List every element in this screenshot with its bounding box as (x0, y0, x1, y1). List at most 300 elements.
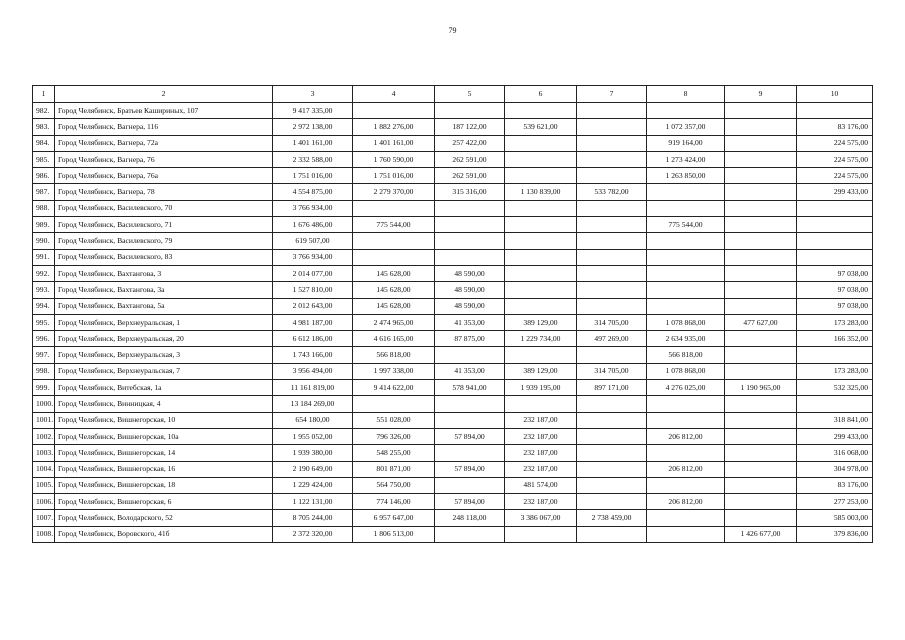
row-number: 1005. (33, 477, 55, 493)
cell-col-3: 1 122 131,00 (273, 494, 353, 510)
row-number: 1002. (33, 428, 55, 444)
cell-col-10 (797, 396, 873, 412)
table-row (33, 265, 873, 281)
cell-col-4: 9 414 622,00 (353, 380, 435, 396)
cell-col-10: 97 038,00 (797, 282, 873, 298)
cell-col-6: 389 129,00 (505, 363, 577, 379)
row-address: Город Челябинск, Верхнеуральская, 1 (55, 314, 273, 330)
cell-col-8: 1 078 868,00 (647, 314, 725, 330)
cell-col-7 (577, 265, 647, 281)
cell-col-4: 4 616 165,00 (353, 331, 435, 347)
row-number: 993. (33, 282, 55, 298)
column-header: 4 (353, 86, 435, 103)
column-header: 3 (273, 86, 353, 103)
row-address: Город Челябинск, Василевского, 79 (55, 233, 273, 249)
cell-col-8: 566 818,00 (647, 347, 725, 363)
cell-col-5: 48 590,00 (435, 265, 505, 281)
table-row (33, 510, 873, 526)
row-number: 992. (33, 265, 55, 281)
row-number: 1008. (33, 526, 55, 542)
cell-col-6 (505, 233, 577, 249)
cell-col-7: 533 782,00 (577, 184, 647, 200)
cell-col-3: 2 012 643,00 (273, 298, 353, 314)
cell-col-6 (505, 526, 577, 542)
cell-col-10: 299 433,00 (797, 184, 873, 200)
cell-col-10: 97 038,00 (797, 298, 873, 314)
cell-col-5: 262 591,00 (435, 151, 505, 167)
cell-col-7 (577, 347, 647, 363)
cell-col-5: 57 894,00 (435, 461, 505, 477)
cell-col-6 (505, 217, 577, 233)
cell-col-4: 1 806 513,00 (353, 526, 435, 542)
cell-col-3: 1 955 052,00 (273, 428, 353, 444)
cell-col-6: 232 187,00 (505, 494, 577, 510)
cell-col-9 (725, 477, 797, 493)
cell-col-8: 1 078 868,00 (647, 363, 725, 379)
cell-col-8: 206 812,00 (647, 428, 725, 444)
cell-col-4: 1 760 590,00 (353, 151, 435, 167)
cell-col-10: 299 433,00 (797, 428, 873, 444)
row-number: 990. (33, 233, 55, 249)
cell-col-3: 1 401 161,00 (273, 135, 353, 151)
cell-col-7 (577, 428, 647, 444)
cell-col-8: 775 544,00 (647, 217, 725, 233)
cell-col-3: 1 939 380,00 (273, 445, 353, 461)
row-address: Город Челябинск, Витебская, 1а (55, 380, 273, 396)
cell-col-6: 1 939 195,00 (505, 380, 577, 396)
row-number: 1004. (33, 461, 55, 477)
row-number: 1006. (33, 494, 55, 510)
cell-col-5: 578 941,00 (435, 380, 505, 396)
cell-col-4: 2 279 370,00 (353, 184, 435, 200)
cell-col-10 (797, 217, 873, 233)
cell-col-5 (435, 347, 505, 363)
cell-col-5: 57 894,00 (435, 428, 505, 444)
table-row (33, 233, 873, 249)
column-header: 10 (797, 86, 873, 103)
cell-col-9 (725, 200, 797, 216)
cell-col-10: 318 841,00 (797, 412, 873, 428)
cell-col-10: 97 038,00 (797, 265, 873, 281)
cell-col-9 (725, 412, 797, 428)
row-address: Город Челябинск, Верхнеуральская, 20 (55, 331, 273, 347)
cell-col-6: 389 129,00 (505, 314, 577, 330)
cell-col-5 (435, 477, 505, 493)
cell-col-3: 8 705 244,00 (273, 510, 353, 526)
row-address: Город Челябинск, Володарского, 52 (55, 510, 273, 526)
cell-col-5: 41 353,00 (435, 314, 505, 330)
cell-col-9 (725, 298, 797, 314)
table-row (33, 298, 873, 314)
cell-col-3: 654 180,00 (273, 412, 353, 428)
cell-col-6: 232 187,00 (505, 428, 577, 444)
cell-col-3: 4 981 187,00 (273, 314, 353, 330)
cell-col-5: 48 590,00 (435, 282, 505, 298)
row-address: Город Челябинск, Вагнера, 76а (55, 168, 273, 184)
row-address: Город Челябинск, Вахтангова, 3а (55, 282, 273, 298)
cell-col-10: 585 003,00 (797, 510, 873, 526)
cell-col-7: 314 705,00 (577, 314, 647, 330)
row-address: Город Челябинск, Василевского, 71 (55, 217, 273, 233)
row-address: Город Челябинск, Вишнегорская, 16 (55, 461, 273, 477)
cell-col-4: 6 957 647,00 (353, 510, 435, 526)
cell-col-3: 2 972 138,00 (273, 119, 353, 135)
cell-col-6: 1 229 734,00 (505, 331, 577, 347)
cell-col-10: 316 068,00 (797, 445, 873, 461)
table-row (33, 135, 873, 151)
cell-col-9: 477 627,00 (725, 314, 797, 330)
cell-col-7 (577, 103, 647, 119)
row-number: 996. (33, 331, 55, 347)
cell-col-10 (797, 347, 873, 363)
cell-col-10: 83 176,00 (797, 477, 873, 493)
cell-col-4: 566 818,00 (353, 347, 435, 363)
row-number: 985. (33, 151, 55, 167)
page-number: 79 (448, 26, 457, 35)
table-row (33, 151, 873, 167)
cell-col-5 (435, 103, 505, 119)
cell-col-9 (725, 461, 797, 477)
column-header: 7 (577, 86, 647, 103)
table-row (33, 200, 873, 216)
cell-col-6: 232 187,00 (505, 461, 577, 477)
cell-col-8 (647, 445, 725, 461)
cell-col-10: 224 575,00 (797, 168, 873, 184)
row-number: 995. (33, 314, 55, 330)
cell-col-4: 551 028,00 (353, 412, 435, 428)
cell-col-4: 145 628,00 (353, 298, 435, 314)
cell-col-3: 619 507,00 (273, 233, 353, 249)
cell-col-10: 379 836,00 (797, 526, 873, 542)
row-number: 1007. (33, 510, 55, 526)
cell-col-9 (725, 103, 797, 119)
cell-col-5 (435, 249, 505, 265)
cell-col-5: 41 353,00 (435, 363, 505, 379)
table-row (33, 412, 873, 428)
cell-col-7: 897 171,00 (577, 380, 647, 396)
cell-col-10 (797, 103, 873, 119)
cell-col-6: 539 621,00 (505, 119, 577, 135)
cell-col-7 (577, 119, 647, 135)
cell-col-6 (505, 282, 577, 298)
row-number: 1001. (33, 412, 55, 428)
cell-col-7: 497 269,00 (577, 331, 647, 347)
cell-col-3: 2 372 320,00 (273, 526, 353, 542)
cell-col-6 (505, 200, 577, 216)
cell-col-9: 1 426 677,00 (725, 526, 797, 542)
cell-col-6 (505, 151, 577, 167)
column-header: 6 (505, 86, 577, 103)
cell-col-7 (577, 151, 647, 167)
table-row (33, 217, 873, 233)
cell-col-8: 4 276 025,00 (647, 380, 725, 396)
cell-col-6 (505, 347, 577, 363)
table-row (33, 396, 873, 412)
cell-col-3: 13 184 269,00 (273, 396, 353, 412)
cell-col-4: 1 997 338,00 (353, 363, 435, 379)
cell-col-6: 1 130 839,00 (505, 184, 577, 200)
cell-col-4: 775 544,00 (353, 217, 435, 233)
cell-col-10 (797, 200, 873, 216)
table-row (33, 428, 873, 444)
cell-col-8: 1 263 850,00 (647, 168, 725, 184)
row-address: Город Челябинск, Братьев Кашириных, 107 (55, 103, 273, 119)
cell-col-3: 1 743 166,00 (273, 347, 353, 363)
cell-col-9 (725, 265, 797, 281)
cell-col-7 (577, 282, 647, 298)
cell-col-4 (353, 103, 435, 119)
cell-col-8: 206 812,00 (647, 494, 725, 510)
row-number: 986. (33, 168, 55, 184)
row-number: 994. (33, 298, 55, 314)
cell-col-8 (647, 103, 725, 119)
cell-col-7 (577, 298, 647, 314)
cell-col-3: 3 766 934,00 (273, 200, 353, 216)
cell-col-3: 4 554 875,00 (273, 184, 353, 200)
cell-col-8: 2 634 935,00 (647, 331, 725, 347)
cell-col-7 (577, 217, 647, 233)
cell-col-9 (725, 135, 797, 151)
row-number: 1000. (33, 396, 55, 412)
cell-col-4 (353, 233, 435, 249)
cell-col-8 (647, 233, 725, 249)
cell-col-6 (505, 135, 577, 151)
cell-col-4: 774 146,00 (353, 494, 435, 510)
row-number: 987. (33, 184, 55, 200)
cell-col-3: 9 417 335,00 (273, 103, 353, 119)
cell-col-4: 1 882 276,00 (353, 119, 435, 135)
cell-col-6: 232 187,00 (505, 445, 577, 461)
row-number: 988. (33, 200, 55, 216)
cell-col-9 (725, 428, 797, 444)
cell-col-8 (647, 298, 725, 314)
cell-col-9 (725, 184, 797, 200)
cell-col-10: 166 352,00 (797, 331, 873, 347)
cell-col-6 (505, 298, 577, 314)
cell-col-3: 2 014 077,00 (273, 265, 353, 281)
row-address: Город Челябинск, Вишнегорская, 14 (55, 445, 273, 461)
cell-col-9 (725, 363, 797, 379)
table-row (33, 168, 873, 184)
cell-col-9 (725, 249, 797, 265)
cell-col-8: 206 812,00 (647, 461, 725, 477)
cell-col-3: 1 676 486,00 (273, 217, 353, 233)
row-address: Город Челябинск, Вагнера, 72а (55, 135, 273, 151)
cell-col-3: 2 332 588,00 (273, 151, 353, 167)
table-row (33, 526, 873, 542)
cell-col-5 (435, 396, 505, 412)
cell-col-8: 1 072 357,00 (647, 119, 725, 135)
cell-col-6: 481 574,00 (505, 477, 577, 493)
row-number: 998. (33, 363, 55, 379)
column-header: 9 (725, 86, 797, 103)
table-row (33, 363, 873, 379)
cell-col-4: 145 628,00 (353, 282, 435, 298)
row-address: Город Челябинск, Верхнеуральская, 7 (55, 363, 273, 379)
column-header: 8 (647, 86, 725, 103)
cell-col-8 (647, 477, 725, 493)
cell-col-10: 173 283,00 (797, 363, 873, 379)
row-number: 999. (33, 380, 55, 396)
row-number: 991. (33, 249, 55, 265)
cell-col-4: 2 474 965,00 (353, 314, 435, 330)
cell-col-3: 3 956 494,00 (273, 363, 353, 379)
row-address: Город Челябинск, Винницкая, 4 (55, 396, 273, 412)
cell-col-8 (647, 282, 725, 298)
cell-col-7 (577, 200, 647, 216)
cell-col-6 (505, 103, 577, 119)
row-address: Город Челябинск, Вахтангова, 5а (55, 298, 273, 314)
cell-col-7 (577, 396, 647, 412)
cell-col-5 (435, 200, 505, 216)
cell-col-4 (353, 396, 435, 412)
cell-col-9 (725, 445, 797, 461)
cell-col-8 (647, 249, 725, 265)
cell-col-3: 1 751 016,00 (273, 168, 353, 184)
cell-col-6: 3 386 067,00 (505, 510, 577, 526)
row-address: Город Челябинск, Вишнегорская, 6 (55, 494, 273, 510)
cell-col-4 (353, 249, 435, 265)
table-row (33, 445, 873, 461)
cell-col-9 (725, 119, 797, 135)
cell-col-10 (797, 233, 873, 249)
table-row (33, 461, 873, 477)
cell-col-5: 262 591,00 (435, 168, 505, 184)
table-row (33, 314, 873, 330)
cell-col-8: 1 273 424,00 (647, 151, 725, 167)
row-number: 982. (33, 103, 55, 119)
table-row (33, 494, 873, 510)
cell-col-7 (577, 445, 647, 461)
cell-col-4: 796 326,00 (353, 428, 435, 444)
row-number: 984. (33, 135, 55, 151)
table-row (33, 331, 873, 347)
cell-col-10: 532 325,00 (797, 380, 873, 396)
cell-col-4 (353, 200, 435, 216)
row-address: Город Челябинск, Вагнера, 76 (55, 151, 273, 167)
cell-col-5 (435, 233, 505, 249)
row-number: 989. (33, 217, 55, 233)
table-row (33, 249, 873, 265)
data-table (32, 85, 873, 543)
table-row (33, 347, 873, 363)
cell-col-10: 304 978,00 (797, 461, 873, 477)
cell-col-9 (725, 168, 797, 184)
table-row (33, 119, 873, 135)
cell-col-9 (725, 217, 797, 233)
cell-col-10: 224 575,00 (797, 135, 873, 151)
cell-col-5: 315 316,00 (435, 184, 505, 200)
cell-col-4: 145 628,00 (353, 265, 435, 281)
table-row (33, 380, 873, 396)
cell-col-8 (647, 510, 725, 526)
cell-col-7 (577, 168, 647, 184)
cell-col-4: 801 871,00 (353, 461, 435, 477)
cell-col-5 (435, 217, 505, 233)
cell-col-7 (577, 494, 647, 510)
row-number: 1003. (33, 445, 55, 461)
cell-col-7: 314 705,00 (577, 363, 647, 379)
cell-col-8 (647, 265, 725, 281)
row-address: Город Челябинск, Вагнера, 78 (55, 184, 273, 200)
cell-col-8 (647, 200, 725, 216)
cell-col-5: 248 118,00 (435, 510, 505, 526)
cell-col-10: 83 176,00 (797, 119, 873, 135)
cell-col-9: 1 190 965,00 (725, 380, 797, 396)
cell-col-7 (577, 412, 647, 428)
column-header: 2 (55, 86, 273, 103)
cell-col-7: 2 738 459,00 (577, 510, 647, 526)
row-address: Город Челябинск, Верхнеуральская, 3 (55, 347, 273, 363)
table-row (33, 184, 873, 200)
cell-col-5 (435, 526, 505, 542)
row-address: Город Челябинск, Вишнегорская, 10а (55, 428, 273, 444)
cell-col-7 (577, 461, 647, 477)
cell-col-3: 1 527 810,00 (273, 282, 353, 298)
cell-col-9 (725, 282, 797, 298)
cell-col-3: 3 766 934,00 (273, 249, 353, 265)
row-number: 997. (33, 347, 55, 363)
row-number: 983. (33, 119, 55, 135)
cell-col-8 (647, 396, 725, 412)
row-address: Город Челябинск, Василевского, 83 (55, 249, 273, 265)
cell-col-9 (725, 331, 797, 347)
column-header: 1 (33, 86, 55, 103)
cell-col-3: 1 229 424,00 (273, 477, 353, 493)
cell-col-7 (577, 233, 647, 249)
cell-col-6 (505, 396, 577, 412)
cell-col-9 (725, 233, 797, 249)
table-row (33, 103, 873, 119)
row-address: Город Челябинск, Вахтангова, 3 (55, 265, 273, 281)
cell-col-4: 1 401 161,00 (353, 135, 435, 151)
cell-col-5 (435, 445, 505, 461)
cell-col-5: 57 894,00 (435, 494, 505, 510)
cell-col-5 (435, 412, 505, 428)
cell-col-6 (505, 168, 577, 184)
cell-col-7 (577, 526, 647, 542)
column-header: 5 (435, 86, 505, 103)
cell-col-9 (725, 151, 797, 167)
cell-col-3: 2 190 649,00 (273, 461, 353, 477)
cell-col-9 (725, 347, 797, 363)
cell-col-7 (577, 477, 647, 493)
cell-col-3: 6 612 186,00 (273, 331, 353, 347)
cell-col-6 (505, 265, 577, 281)
cell-col-9 (725, 396, 797, 412)
table-row (33, 282, 873, 298)
cell-col-4: 1 751 016,00 (353, 168, 435, 184)
cell-col-8 (647, 526, 725, 542)
cell-col-4: 548 255,00 (353, 445, 435, 461)
row-address: Город Челябинск, Василевского, 70 (55, 200, 273, 216)
table-header-row (33, 86, 873, 103)
cell-col-8 (647, 184, 725, 200)
cell-col-5: 87 875,00 (435, 331, 505, 347)
cell-col-9 (725, 494, 797, 510)
cell-col-7 (577, 135, 647, 151)
cell-col-10: 224 575,00 (797, 151, 873, 167)
cell-col-8: 919 164,00 (647, 135, 725, 151)
cell-col-7 (577, 249, 647, 265)
row-address: Город Челябинск, Вишнегорская, 18 (55, 477, 273, 493)
cell-col-10: 277 253,00 (797, 494, 873, 510)
cell-col-5: 187 122,00 (435, 119, 505, 135)
cell-col-5: 257 422,00 (435, 135, 505, 151)
cell-col-6 (505, 249, 577, 265)
table-row (33, 477, 873, 493)
row-address: Город Челябинск, Вишнегорская, 10 (55, 412, 273, 428)
